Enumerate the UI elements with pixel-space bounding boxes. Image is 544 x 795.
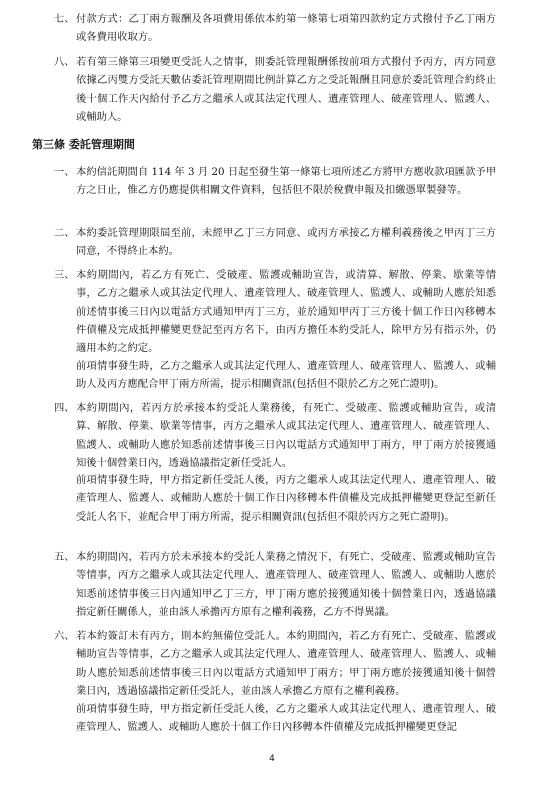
article-3-item-6-subparagraph: 前項情事發生時，甲方指定新任受託人後，乙方之繼承人或其法定代理人、遺產管理人、破產管理人、監護人、或輔助人應於十個工作日內移轉本件債權及完成抵押權變更登記 bbox=[76, 703, 496, 734]
clause-number: 二、 bbox=[54, 227, 75, 239]
page-number: 4 bbox=[269, 754, 275, 764]
clause-text: 付款方式：乙丁兩方報酬及各項費用係依本約第一條第七項第四款約定方式撥付予乙丁兩方或各費用收取方。 bbox=[76, 13, 496, 44]
clause-number: 六、 bbox=[54, 630, 75, 642]
clause-text: 若有第三條第三項變更受託人之情事，則委託管理報酬係按前項方式撥付予丙方，丙方同意依據乙丙雙方受託天數佔委託管理期間比例計算乙方之受託報酬且同意於委託管理合約終止後十個工作天內給付予乙方之繼承人或其法定代理人、遺產管理人、破產管理人、監護人、或輔助人。 bbox=[76, 56, 496, 123]
clause-number: 五、 bbox=[54, 551, 75, 563]
clause-text: 本約期間內，若丙方於未承接本約受託人業務之情況下，有死亡、受破產、監護或輔助宣告等情事，丙方之繼承人或其法定代理人、遺產管理人、破產管理人、監護人、或輔助人應於知悉前述情事後三日內通知甲乙丁三方，甲丁兩方應於接獲通知後十個營業日內，透過協議指定新任關係人，並由該人承擔丙方原有之權利義務，乙方不得異議。 bbox=[76, 551, 496, 618]
article-3-item-4-subparagraph: 前項情事發生時，甲方指定新任受託人後，丙方之繼承人或其法定代理人、遺產管理人、破產管理人、監護人、或輔助人應於十個工作日內移轉本件債權及完成抵押權變更登記至新任受託人名下，並配合甲丁兩方所需，提示相關資訊(包括但不限於丙方之死亡證明)。 bbox=[76, 474, 496, 523]
article-3-item-6 bbox=[54, 627, 496, 700]
article-3-item-5 bbox=[54, 548, 496, 621]
article-3-item-4 bbox=[54, 399, 496, 472]
clause-text: 本約期間內，若乙方有死亡、受破產、監護或輔助宣告，或清算、解散、停業、歇業等情事，乙方之繼承人或其法定代理人、遺產管理人、破產管理人、監護人、或輔助人應於知悉前述情事後三日內以電話方式通知甲丙丁三方，並於通知甲丙丁三方後十個工作日內移轉本件債權及完成抵押權變更登記至丙方名下，由丙方擔任本約受託人，除甲方另有指示外，仍適用本約之約定。 bbox=[76, 269, 496, 355]
article-3-item-3-subparagraph: 前項情事發生時，乙方之繼承人或其法定代理人、遺產管理人、破產管理人、監護人、或輔助人及丙方應配合甲丁兩方所需，提示相關資訊(包括但不限於乙方之死亡證明)。 bbox=[76, 360, 496, 391]
clause-number: 七、 bbox=[54, 13, 75, 25]
article-3-item-2 bbox=[54, 224, 496, 261]
clause-text: 本約期間內，若丙方於承接本約受託人業務後，有死亡、受破產、監護或輔助宣告，或清算、解散、停業、歇業等情事，丙方之繼承人或其法定代理人、遺產管理人、破產管理人、監護人、或輔助人應於知悉前述情事後三日內以電話方式通知甲丁兩方，甲丁兩方於接獲通知後十個營業日內，透過協議指定新任受託人。 bbox=[76, 402, 496, 469]
clause-number: 四、 bbox=[54, 402, 75, 414]
clause-number: 八、 bbox=[54, 56, 75, 68]
clause-text: 本約信託期間自 114 年 3 月 20 日起至發生第一條第七項所述乙方將甲方應收款項匯款予甲方之日止，惟乙方仍應提供相關文件資料，包括但不限於稅費申報及扣繳憑單製發等。 bbox=[76, 166, 496, 197]
clause-8 bbox=[54, 53, 496, 126]
section-heading: 第三條 委託管理期間 bbox=[32, 138, 135, 151]
article-3-item-3 bbox=[54, 266, 496, 357]
clause-number: 三、 bbox=[54, 269, 75, 281]
clause-text: 本約委託管理期限屆至前，未經甲乙丁三方同意、或丙方承接乙方權利義務後之甲丙丁三方同意，不得終止本約。 bbox=[76, 227, 496, 258]
article-3-item-1 bbox=[54, 163, 496, 200]
clause-7 bbox=[54, 10, 496, 47]
clause-number: 一、 bbox=[54, 166, 75, 178]
clause-text: 若本約簽訂未有丙方，則本約無備位受託人。本約期間內，若乙方有死亡、受破產、監護或輔助宣告等情事，乙方之繼承人或其法定代理人、遺產管理人、破產管理人、監護人、或輔助人應於知悉前述情事後三日內以電話方式通知甲丁兩方；甲丁兩方應於接獲通知後十個營業日內，透過協議指定新任受託人，並由該人承擔乙方原有之權利義務。 bbox=[76, 630, 496, 697]
